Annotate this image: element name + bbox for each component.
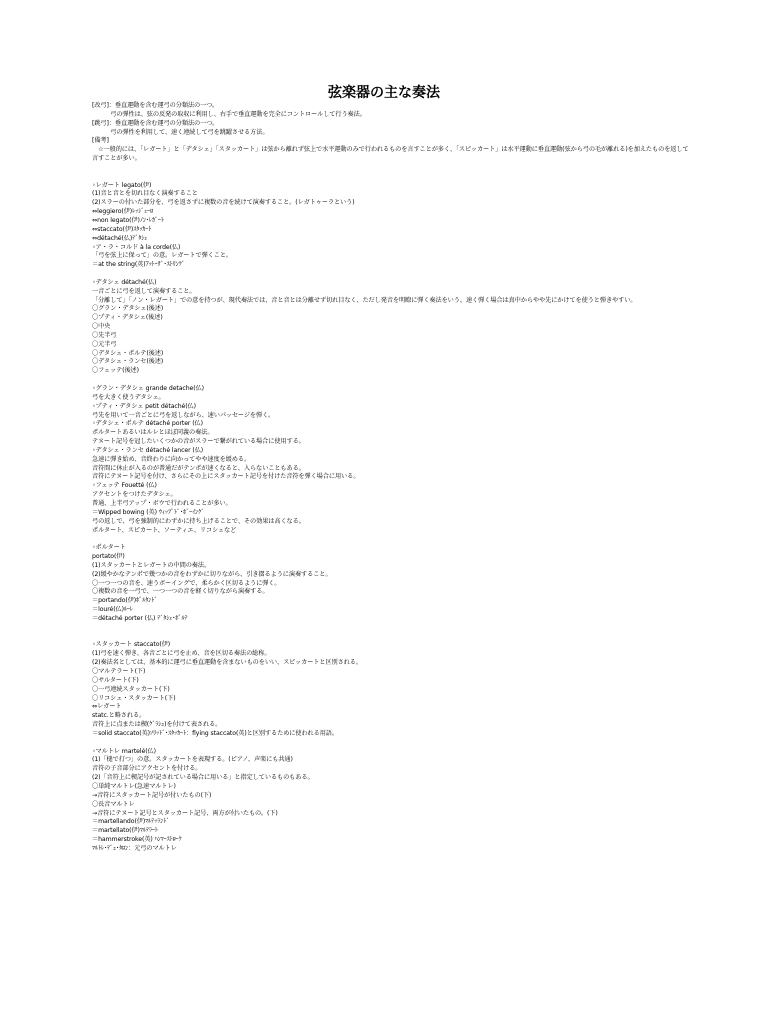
text-line: 音符間に休止が入るのが普通だがテンポが速くなると、入らないこともある。 bbox=[92, 464, 305, 472]
text-line: [備考] bbox=[92, 137, 109, 145]
text-line: ◦プティ・デタシェ petit détaché(仏) bbox=[92, 402, 196, 410]
text-line: ⇔non legato(伊)ﾉﾝ･ﾚｶﾞｰﾄ bbox=[92, 216, 164, 224]
text-line: 〇中央 bbox=[92, 323, 111, 331]
text-line: 〇グラン・デタシェ(後述) bbox=[92, 305, 164, 313]
text-line: ◦ポルタート bbox=[92, 544, 126, 552]
blank-line bbox=[92, 173, 692, 182]
blank-line bbox=[92, 739, 692, 748]
text-line: ☆一般的には、「レガート」と「デタシェ」「スタッカート」は弦から離れず弦上で水平運動のみで行われるものを言すことが多く、「スピッカート」は水平運動に垂直運動(弦から弓の毛が離れる)を加えたものを返して言すことが多い。 bbox=[92, 146, 689, 163]
text-line: [跳弓]：垂直運動を含む運弓の分類法の一つ。 bbox=[92, 119, 219, 127]
text-line: 〇プティ・デタシェ(後述) bbox=[92, 314, 163, 322]
blank-line bbox=[92, 633, 692, 642]
text-line: 弓の弾性を利用して、速く連続して弓を跳躍させる方法。 bbox=[92, 128, 269, 136]
text-line: 〇一つ一つの音を、速うボーイングで、柔らかく区切るように弾く。 bbox=[92, 579, 281, 587]
text-line: 弓の弾性は、弦の反発の取収に利用し、右手で垂直運動を完全にコントロールして行う奏法。 bbox=[92, 110, 366, 118]
text-line: 急速に弾き始め、音終わりに向かってやや速度を緩める。 bbox=[92, 455, 251, 463]
text-line: (1)スタッカートとレガートの中間の奏法。 bbox=[92, 561, 211, 569]
text-line: 〇先半弓 bbox=[92, 331, 117, 339]
text-line: ＝hammerstroke(英) ﾊﾝﾏｰｽﾄﾛｰｸ bbox=[92, 836, 182, 844]
text-line: 〇フェッテ(後述) bbox=[92, 367, 139, 375]
text-line: テヌート記号を冠したいくつかの音がスラーで繋がれている場合に使用する。 bbox=[92, 438, 305, 446]
text-line: ＝at the string(英)ｱｯﾄ･ｻﾞ･ｽﾄﾘﾝｸﾞ bbox=[92, 261, 185, 269]
text-line: ＝détaché porter (仏) ﾃﾞﾀｼｪ･ﾎﾟﾙﾃ bbox=[92, 614, 188, 622]
text-line: ＝martellando(伊)ﾏﾙﾃｯﾗﾝﾄﾞ bbox=[92, 818, 170, 826]
text-line: 〇元半弓 bbox=[92, 340, 117, 348]
text-line: (2)「音符上に楔記号が記されている場合に用いる」と指定しているものもある。 bbox=[92, 774, 314, 782]
text-line: ◦ア・ラ・コルド à la corde(仏) bbox=[92, 243, 181, 251]
text-line: (1)「槌で打つ」の意。スタッカートを表現する。(ピアノ、声楽にも共通) bbox=[92, 756, 293, 764]
text-line: アクセントをつけたデタシェ。 bbox=[92, 491, 177, 499]
text-line: 〇一弓連続スタッカート(下) bbox=[92, 685, 170, 693]
text-line: ﾏﾙﾄﾚ･ﾃﾞｭ･ﾀﾛﾝ：元弓のマルトレ bbox=[92, 844, 177, 852]
text-line: ◦デタシェ・ランセ détaché lancer (仏) bbox=[92, 446, 204, 454]
text-line: 弓の返しで、弓を強制的にわずかに持ち上げることで、その効果は高くなる。 bbox=[92, 517, 305, 525]
text-line: ◦レガート legato(伊) bbox=[92, 181, 152, 189]
text-line: ◦グラン・デタシェ grande detache(仏) bbox=[92, 385, 204, 392]
text-line: portato(伊) bbox=[92, 553, 125, 561]
text-line: (2)スラーの付いた部分を、弓を返さずに複数の音を続けて演奏すること。(レガトゥーラという) bbox=[92, 199, 355, 207]
text-line: [改弓]：垂直運動を含む運弓の分類法の一つ。 bbox=[92, 102, 219, 109]
text-line: 一音ごとに弓を返して演奏すること。 bbox=[92, 287, 196, 295]
blank-line bbox=[92, 535, 692, 544]
text-line: (2)奏法名としては、基本的に運弓に垂直運動を含まないものをいい、スピッカートと区別される。 bbox=[92, 659, 362, 667]
text-line: 〇マルテラート(下) bbox=[92, 668, 146, 675]
text-line: 音符の子音部分にアクセントを付ける。 bbox=[92, 765, 202, 773]
text-line: ＝solid staccato(英)ｿﾘｯﾄﾞ･ｽﾀｯｶｰﾄ：flying staccato(英)と区別するために使われる用語。 bbox=[92, 729, 338, 737]
text-line: (2)緩やかなテンポで幾つかの音をわずかに切りながら、引き摺るように演奏すること。 bbox=[92, 570, 332, 578]
blank-line bbox=[92, 164, 692, 173]
text-line: 〇単純マルトレ(急速マルトレ) bbox=[92, 782, 176, 790]
text-line: 音符にテヌート記号を付け、さらにその上にスタッカート記号を付けた音符を弾く場合に用いる。 bbox=[92, 473, 360, 481]
blank-line bbox=[92, 376, 692, 385]
text-line: ⇔détaché(仏)ﾃﾞﾀｼｪ bbox=[92, 234, 148, 242]
text-line: 弓先を用いて一音ごとに弓を返しながら、速いパッセージを弾く。 bbox=[92, 411, 275, 419]
text-line: (1)音と音とを切れ目なく演奏すること bbox=[92, 190, 198, 198]
text-line: ポルタートあるいはルレとほぼ同義の奏法。 bbox=[92, 429, 214, 437]
text-line: 〇デタシェ・ランセ(後述) bbox=[92, 358, 164, 366]
text-line: ＝louré(仏)ﾙｰﾚ bbox=[92, 606, 133, 614]
text-line: ◦マルトレ martelé(仏) bbox=[92, 747, 156, 755]
document-body bbox=[92, 102, 692, 854]
text-line: 〇サルタート(下) bbox=[92, 676, 139, 684]
text-line: ⇔レガート bbox=[92, 703, 122, 711]
text-line: →音符にテヌート記号とスタッカート記号、両方が付いたもの。(下) bbox=[92, 809, 278, 817]
text-line: 弓を大きく使うデタシェ。 bbox=[92, 393, 165, 401]
text-line: ポルタート、スピカート、ソーティエ、リコシェなど bbox=[92, 526, 237, 534]
text-line: 音符上に点または楔(ｸﾞﾗｼｭ)を付けて表される。 bbox=[92, 721, 222, 729]
text-line: 〇リコシェ・スタッカート(下) bbox=[92, 694, 176, 702]
text-line: →音符にスタッカート記号が付いたもの(下) bbox=[92, 791, 212, 799]
blank-line bbox=[92, 270, 692, 279]
text-line: statc.と略される。 bbox=[92, 712, 146, 720]
text-line: ◦スタッカート staccato(伊) bbox=[92, 641, 171, 649]
text-line: 〇複数の音を一弓で、一つ一つの音を軽く切りながら演奏する。 bbox=[92, 588, 269, 596]
text-line: ◦フェッテ Fouetté (仏) bbox=[92, 482, 157, 490]
text-line: 普通、上半弓アップ・ボウで行われることが多い。 bbox=[92, 499, 232, 507]
text-line: ◦デタシェ・ポルテ détaché porter (仏) bbox=[92, 420, 203, 428]
text-line: ⇔leggiero(伊)ﾚｯｼﾞｪｰﾛ bbox=[92, 208, 154, 216]
blank-line bbox=[92, 624, 692, 633]
text-line: ＝martellato(伊)ﾏﾙﾃﾗｰﾄ bbox=[92, 827, 158, 835]
text-line: ◦デタシェ détaché(仏) bbox=[92, 278, 157, 286]
text-line: (1)弓を速く弾き、各音ごとに弓を止め、音を区切る奏法の総称。 bbox=[92, 650, 271, 658]
text-line: ⇔staccato(伊)ｽﾀｯｶｰﾄ bbox=[92, 225, 152, 233]
text-line: 〇長音マルトレ bbox=[92, 800, 135, 808]
page-title: 弦楽器の主な奏法 bbox=[328, 85, 440, 101]
text-line: 「弓を弦上に保って」の意。レガートで弾くこと。 bbox=[92, 252, 233, 260]
text-line: 〇デタシェ・ポルテ(後述) bbox=[92, 349, 164, 357]
text-line: ＝portando(伊)ﾎﾟﾙﾀﾝﾄﾞ bbox=[92, 597, 158, 605]
text-line: ＝Wipped bowing (英) ｳｨｯﾌﾟﾄﾞ･ﾎﾞｰｲﾝｸﾞ bbox=[92, 508, 205, 516]
text-line: 「分離して」「ノン・レガート」での意を持つが、現代奏法では、音と音とは分離せず切れ目なく、ただし発音を明瞭に弾く奏法をいう。速く弾く場合は真中からやや先にかけてを使うと弾きやすい。 bbox=[92, 296, 637, 304]
